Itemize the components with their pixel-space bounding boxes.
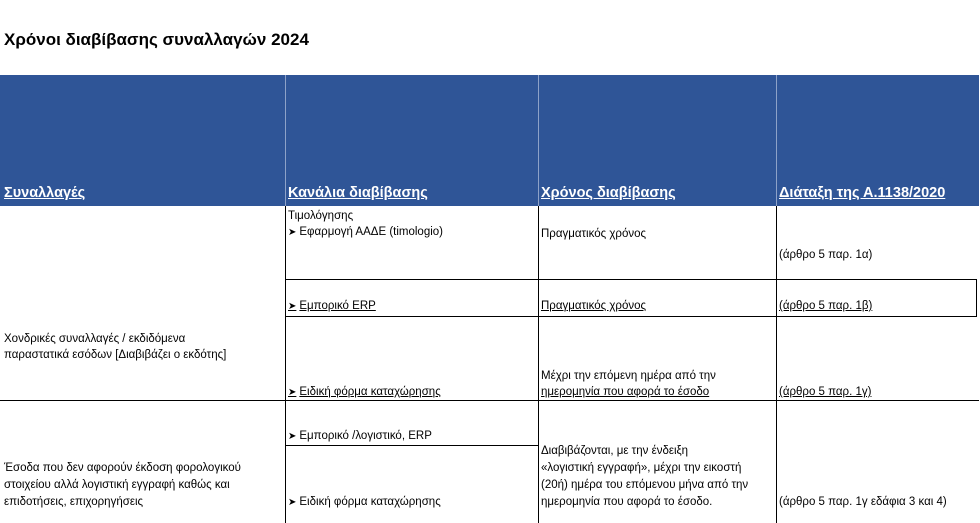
provision-value: (άρθρο 5 παρ. 1β): [779, 300, 873, 312]
header-divider: [285, 75, 286, 206]
channel-heading: Τιμολόγησης: [288, 210, 354, 222]
channel-item: ➤ Εμπορικό /λογιστικό, ERP: [288, 430, 432, 442]
arrow-bullet-icon: ➤: [288, 301, 297, 312]
time-value-line: Μέχρι την επόμενη ημέρα από την: [541, 370, 716, 382]
header-divider: [538, 75, 539, 206]
provision-value: (άρθρο 5 παρ. 1α): [779, 249, 873, 261]
channel-item: ➤ Εμπορικό ERP: [288, 300, 376, 312]
grid-line: [538, 206, 539, 523]
provision-value: (άρθρο 5 παρ. 1γ εδάφια 3 και 4): [779, 496, 947, 508]
provision-value: (άρθρο 5 παρ. 1γ): [779, 386, 872, 398]
page-title: Χρόνοι διαβίβασης συναλλαγών 2024: [4, 30, 309, 49]
grid-line: [976, 279, 977, 317]
header-divider: [776, 75, 777, 206]
arrow-bullet-icon: ➤: [288, 387, 297, 398]
group1-label-line: Χονδρικές συναλλαγές / εκδιδόμενα: [4, 333, 186, 345]
time-value-line: ημερομηνία που αφορά το έσοδο.: [541, 496, 713, 508]
header-channels: Κανάλια διαβίβασης: [288, 185, 428, 201]
time-value-line: ημερομηνία που αφορά το έσοδο: [541, 386, 710, 398]
time-value-line: «λογιστική εγγραφή», μέχρι την εικοστή: [541, 462, 742, 474]
header-provision: Διάταξη της Α.1138/2020: [779, 185, 946, 201]
header-transactions: Συναλλαγές: [4, 185, 86, 201]
grid-line: [285, 279, 977, 280]
channel-item: ➤ Ειδική φόρμα καταχώρησης: [288, 496, 441, 508]
arrow-bullet-icon: ➤: [288, 431, 297, 442]
group1-label-line: παραστατικά εσόδων [Διαβιβάζει ο εκδότης]: [4, 349, 227, 361]
grid-line: [0, 400, 979, 401]
time-value: Πραγματικός χρόνος: [541, 228, 647, 240]
arrow-bullet-icon: ➤: [288, 227, 297, 238]
time-value-line: (20ή) ημέρα του επόμενου μήνα από την: [541, 479, 749, 491]
time-value-line: Διαβιβάζονται, με την ένδειξη: [541, 445, 689, 457]
time-value: Πραγματικός χρόνος: [541, 300, 647, 312]
header-time: Χρόνος διαβίβασης: [541, 185, 676, 201]
group2-label-line: Έσοδα που δεν αφορούν έκδοση φορολογικού: [4, 462, 241, 474]
grid-line: [776, 206, 777, 523]
group2-label-line: επιδοτήσεις, επιχορηγήσεις: [4, 496, 144, 508]
channel-item: ➤ Ειδική φόρμα καταχώρησης: [288, 386, 441, 398]
grid-line: [285, 206, 286, 523]
channel-item: ➤ Εφαρμογή ΑΑΔΕ (timologio): [288, 226, 444, 238]
group2-label-line: στοιχείου αλλά λογιστική εγγραφή καθώς και: [4, 479, 230, 491]
grid-line: [285, 316, 977, 317]
grid-line: [285, 445, 538, 446]
arrow-bullet-icon: ➤: [288, 497, 297, 508]
